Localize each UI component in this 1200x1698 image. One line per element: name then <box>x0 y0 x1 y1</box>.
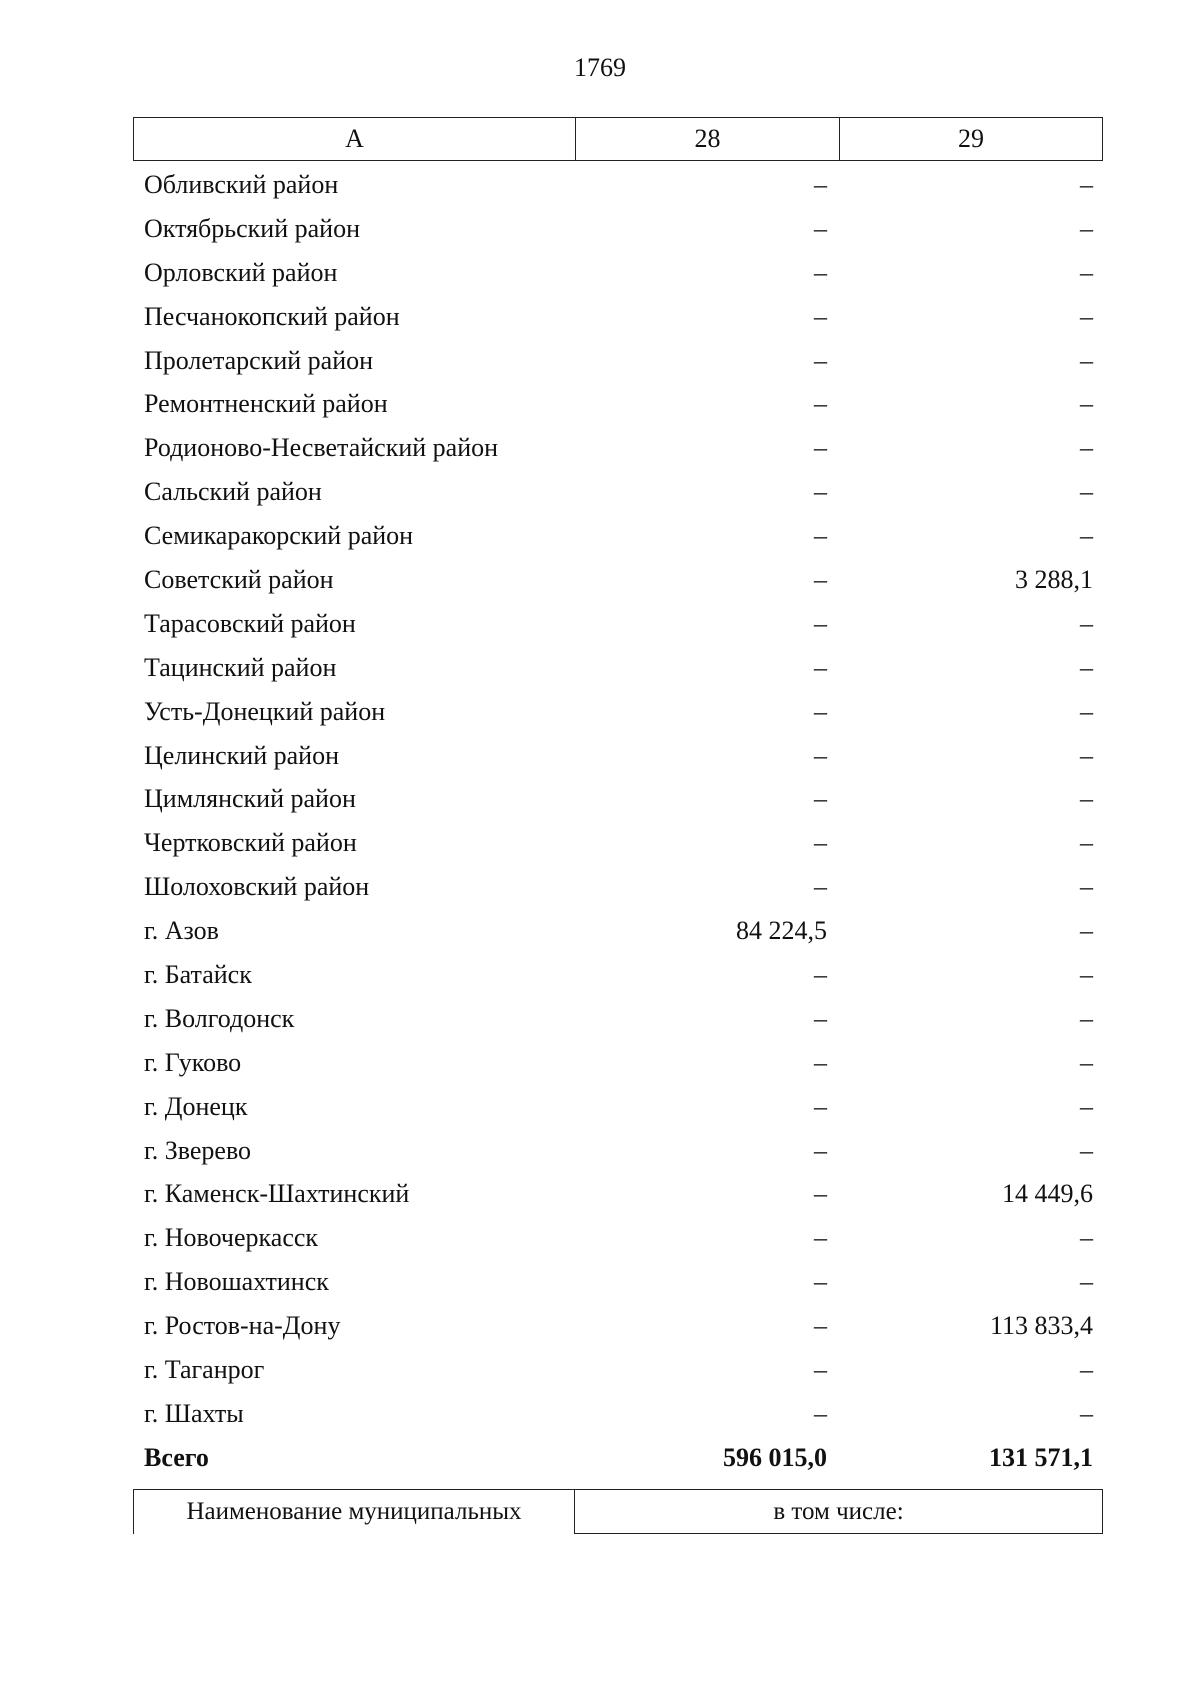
table-row <box>133 821 1103 865</box>
row-value-28: – <box>814 1223 827 1253</box>
row-value-28: – <box>814 389 827 419</box>
row-value-28: – <box>814 872 827 902</box>
table-row <box>133 646 1103 690</box>
row-name: г. Азов <box>144 916 219 946</box>
row-value-29: – <box>1080 1267 1093 1297</box>
continuation-header-name: Наименование муниципальных <box>133 1489 574 1534</box>
row-name: г. Ростов-на-Дону <box>144 1311 341 1341</box>
table-row <box>133 1085 1103 1129</box>
header-col-a: А <box>134 118 576 160</box>
row-value-28: – <box>814 345 827 375</box>
row-value-28: – <box>814 1091 827 1121</box>
row-name: г. Донецк <box>144 1091 248 1121</box>
row-value-28: – <box>814 740 827 770</box>
row-value-28: – <box>814 301 827 331</box>
row-value-28: – <box>814 828 827 858</box>
row-value-29: – <box>1080 916 1093 946</box>
table-row <box>133 690 1103 734</box>
row-value-28: – <box>814 608 827 638</box>
continuation-header-subtitle: в том числе: <box>574 1489 1103 1534</box>
row-name: г. Зверево <box>144 1135 252 1165</box>
row-name: Тацинский район <box>144 652 337 682</box>
row-name: Песчанокопский район <box>144 301 400 331</box>
row-name: г. Каменск-Шахтинский <box>144 1179 410 1209</box>
table-row <box>133 1392 1103 1436</box>
row-name: г. Гуково <box>144 1047 242 1077</box>
row-value-28: – <box>814 1179 827 1209</box>
row-value-29: – <box>1080 740 1093 770</box>
table-row <box>133 602 1103 646</box>
row-name: Орловский район <box>144 257 338 287</box>
table-row <box>133 777 1103 821</box>
row-value-28: – <box>814 1267 827 1297</box>
row-value-28: – <box>814 521 827 551</box>
row-value-29: – <box>1080 828 1093 858</box>
row-value-28: – <box>814 1003 827 1033</box>
row-value-28: 596 015,0 <box>723 1442 827 1472</box>
row-name: Октябрьский район <box>144 213 360 243</box>
table-row <box>133 558 1103 602</box>
table-row <box>133 997 1103 1041</box>
row-value-28: – <box>814 477 827 507</box>
table-row <box>133 339 1103 383</box>
row-value-29: – <box>1080 959 1093 989</box>
row-name: Чертковский район <box>144 828 357 858</box>
table-row <box>133 251 1103 295</box>
row-value-29: – <box>1080 521 1093 551</box>
table-row <box>133 207 1103 251</box>
row-value-28: – <box>814 784 827 814</box>
row-name: Родионово-Несветайский район <box>144 433 499 463</box>
row-name: Цимлянский район <box>144 784 356 814</box>
table-row <box>133 295 1103 339</box>
table-row <box>133 1041 1103 1085</box>
row-value-29: – <box>1080 1135 1093 1165</box>
row-value-29: – <box>1080 257 1093 287</box>
row-value-29: – <box>1080 301 1093 331</box>
row-value-29: 113 833,4 <box>989 1311 1093 1341</box>
row-value-29: 14 449,6 <box>1002 1179 1093 1209</box>
row-value-29: – <box>1080 1091 1093 1121</box>
continuation-header <box>133 1489 1103 1534</box>
table-row <box>133 1129 1103 1173</box>
row-value-29: – <box>1080 784 1093 814</box>
row-name: г. Новошахтинск <box>144 1267 329 1297</box>
row-value-29: 131 571,1 <box>989 1442 1093 1472</box>
total-row <box>133 1436 1103 1480</box>
row-value-28: – <box>814 1398 827 1428</box>
row-name: Шолоховский район <box>144 872 370 902</box>
row-value-29: – <box>1080 477 1093 507</box>
table-row <box>133 953 1103 997</box>
row-value-28: – <box>814 1354 827 1384</box>
row-value-28: – <box>814 213 827 243</box>
row-name: г. Таганрог <box>144 1354 265 1384</box>
row-value-29: – <box>1080 608 1093 638</box>
row-name: г. Шахты <box>144 1398 244 1428</box>
row-name: Целинский район <box>144 740 339 770</box>
row-name: Ремонтненский район <box>144 389 388 419</box>
row-value-29: 3 288,1 <box>1015 564 1093 594</box>
row-name: Советский район <box>144 564 334 594</box>
table-row <box>133 1260 1103 1304</box>
table-row <box>133 734 1103 778</box>
table-row <box>133 470 1103 514</box>
table-header-row <box>133 117 1103 161</box>
row-name: Сальский район <box>144 477 322 507</box>
row-value-29: – <box>1080 872 1093 902</box>
table-row <box>133 909 1103 953</box>
row-value-28: – <box>814 959 827 989</box>
row-name: Пролетарский район <box>144 345 374 375</box>
row-value-29: – <box>1080 1354 1093 1384</box>
row-value-28: – <box>814 564 827 594</box>
table-row <box>133 865 1103 909</box>
row-value-29: – <box>1080 1223 1093 1253</box>
table-row <box>133 382 1103 426</box>
row-name: Обливский район <box>144 169 339 199</box>
row-value-28: – <box>814 433 827 463</box>
table-row <box>133 1216 1103 1260</box>
row-name: Тарасовский район <box>144 608 356 638</box>
row-value-29: – <box>1080 696 1093 726</box>
row-value-28: – <box>814 1311 827 1341</box>
row-value-29: – <box>1080 389 1093 419</box>
table-row <box>133 1172 1103 1216</box>
row-name: г. Волгодонск <box>144 1003 295 1033</box>
table-body <box>133 163 1103 1480</box>
row-value-29: – <box>1080 1398 1093 1428</box>
row-value-28: – <box>814 1135 827 1165</box>
table-row <box>133 163 1103 207</box>
page-number: 1769 <box>574 53 626 82</box>
row-value-28: – <box>814 257 827 287</box>
row-value-29: – <box>1080 1003 1093 1033</box>
table-row <box>133 1348 1103 1392</box>
row-value-28: – <box>814 1047 827 1077</box>
row-name: г. Батайск <box>144 959 252 989</box>
header-col-29: 29 <box>958 124 984 153</box>
data-table <box>133 117 1103 1480</box>
row-value-28: 84 224,5 <box>736 916 827 946</box>
table-row <box>133 514 1103 558</box>
row-value-28: – <box>814 169 827 199</box>
row-value-29: – <box>1080 213 1093 243</box>
row-value-28: – <box>814 652 827 682</box>
row-value-28: – <box>814 696 827 726</box>
row-value-29: – <box>1080 1047 1093 1077</box>
row-value-29: – <box>1080 345 1093 375</box>
row-value-29: – <box>1080 652 1093 682</box>
header-col-28: 28 <box>576 118 840 160</box>
row-name: Усть-Донецкий район <box>144 696 386 726</box>
row-value-29: – <box>1080 433 1093 463</box>
table-row <box>133 1304 1103 1348</box>
row-name: Семикаракорский район <box>144 521 414 551</box>
row-value-29: – <box>1080 169 1093 199</box>
table-row <box>133 426 1103 470</box>
row-name: г. Новочеркасск <box>144 1223 319 1253</box>
row-name: Всего <box>144 1442 209 1472</box>
